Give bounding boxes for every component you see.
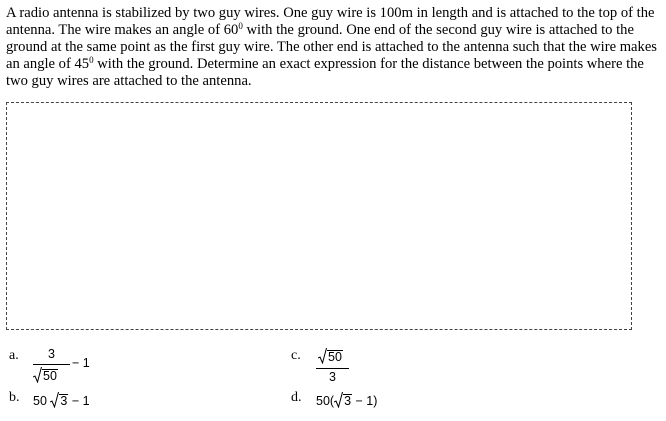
option-c-letter: c. (291, 348, 301, 363)
option-a-tail: − 1 (72, 356, 90, 370)
sqrt-icon (50, 392, 59, 408)
option-a-letter: a. (9, 348, 19, 363)
option-c-denominator: 3 (329, 370, 336, 384)
option-a-denominator: 50 (33, 369, 58, 383)
option-b-body: 50 3 − 1 (33, 394, 90, 408)
sqrt-icon (334, 392, 343, 408)
question-text: A radio antenna is stabilized by two guy wires. One guy wire is 100m in length and is attached to the top of the antenna. The wire makes an angle of $60^0$ with the ground. One end of the second guy wire is attached to the ground at the same point as the first guy wire. The other end is attached to the antenna such that the wire makes an angle of $45^0$ with the ground. Determine an exact expression for the distance between the points where the two guy wires are attached to the antenna. (6, 5, 657, 89)
option-c-fraction-bar (316, 368, 349, 369)
sqrt-icon (318, 348, 327, 364)
option-b-letter: b. (9, 390, 20, 405)
option-a-fraction-bar (33, 364, 70, 365)
option-d-body: 50( 3 − 1) (316, 394, 378, 408)
sqrt-icon (33, 367, 42, 383)
option-c-numerator: 50 (318, 350, 343, 364)
option-d-letter: d. (291, 390, 302, 405)
answer-area[interactable] (6, 102, 632, 330)
option-a-numerator: 3 (48, 347, 55, 361)
